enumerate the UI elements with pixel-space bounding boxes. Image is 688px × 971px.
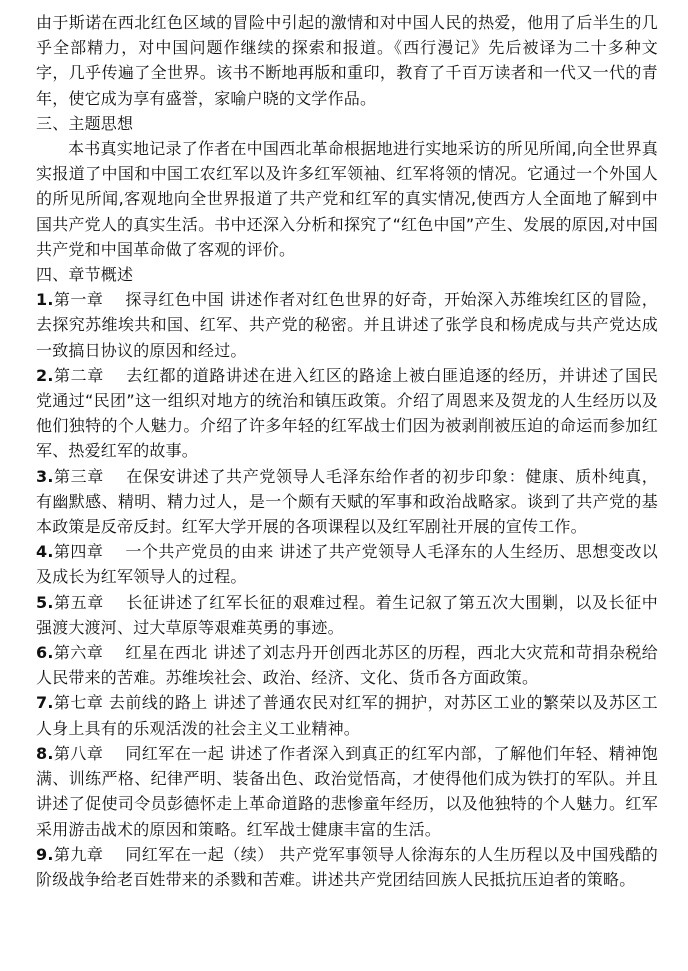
chapter-text: 第九章 同红军在一起（续） 共产党军事领导人徐海东的人生历程以及中国残酷的阶级战争给老百姓带来的杀戮和苦难。讲述共产党团结回族人民抵抗压迫者的策略。 [36,844,658,889]
intro-paragraph: 由于斯诺在西北红色区域的冒险中引起的激情和对中国人民的热爱，他用了后半生的几乎全部精力，对中国问题作继续的探索和报道。《西行漫记》先后被译为二十多种文字，几乎传遍了全世界。该书不断地再版和重印，教育了千百万读者和一代又一代的青年，使它成为享有盛誉，家喻户晓的文学作品。 [36,13,658,108]
chapter-4-summary [36,539,658,589]
chapter-number: 5. [36,592,54,612]
chapter-number: 1. [36,290,54,310]
chapter-number: 7. [36,693,54,713]
chapter-text: 第一章 探寻红色中国 讲述作者对红色世界的好奇，开始深入苏维埃红区的冒险，去探究苏维埃共和国、红军、共产党的秘密。并且讲述了张学良和杨虎成与共产党达成一致搞日协议的原因和经过。 [36,290,658,360]
chapter-number: 3. [36,466,54,486]
chapter-8-summary [36,741,658,842]
chapter-number: 2. [36,365,54,385]
chapter-text: 第四章 一个共产党员的由来 讲述了共产党领导人毛泽东的人生经历、思想变改以及成长为红军领导人的过程。 [36,542,658,587]
chapter-text: 第七章 去前线的路上 讲述了普通农民对红军的拥护，对苏区工业的繁荣以及苏区工人身上具有的乐观活泼的社会主义工业精神。 [36,693,658,738]
theme-paragraph: 本书真实地记录了作者在中国西北革命根据地进行实地采访的所见所闻,向全世界真实报道了中国和中国工农红军以及许多红军领袖、红军将领的情况。它通过一个外国人的所见所闻,客观地向全世界报道了共产党和红军的真实情况,使西方人全面地了解到中国共产党人的真实生活。书中还深入分析和探究了“红色中国”产生、发展的原因,对中国共产党和中国革命做了客观的评价。 [36,139,658,259]
section-heading-chapters: 四、章节概述 [36,265,134,285]
chapter-5-summary [36,590,658,640]
chapter-6-summary [36,640,658,690]
chapter-9-summary [36,842,658,892]
chapter-text: 第三章 在保安讲述了共产党领导人毛泽东给作者的初步印象：健康、质朴纯真，有幽默感、精明、精力过人，是一个颇有天赋的军事和政治战略家。谈到了共产党的基本政策是反帝反封。红军大学开展的各项课程以及红军剧社开展的宣传工作。 [36,466,658,537]
chapter-1-summary [36,287,658,363]
chapter-number: 8. [36,743,54,763]
chapter-text: 第二章 去红都的道路讲述在进入红区的路途上被白匪追逐的经历，并讲述了国民党通过“民团”这一组织对地方的统治和镇压政策。介绍了周恩来及贺龙的人生经历以及他们独特的个人魅力。介绍了许多年轻的红军战士们因为被剥削被压迫的命运而参加红军、热爱红军的故事。 [36,365,658,461]
chapter-2-summary [36,363,658,464]
section-heading-theme: 三、主题思想 [36,113,134,133]
chapter-text: 第六章 红星在西北 讲述了刘志丹开创西北苏区的历程，西北大灾荒和苛捐杂税给人民带来的苦难。苏维埃社会、政治、经济、文化、货币各方面政策。 [36,643,658,688]
chapter-text: 第五章 长征讲述了红军长征的艰难过程。着生记叙了第五次大围剿，以及长征中强渡大渡河、过大草原等艰难英勇的事迹。 [36,592,658,637]
chapter-7-summary [36,690,658,740]
chapter-3-summary [36,464,658,540]
chapter-text: 第八章 同红军在一起 讲述了作者深入到真正的红军内部，了解他们年轻、精神饱满、训练严格、纪律严明、装备出色、政治觉悟高，才使得他们成为铁打的军队。并且讲述了促使司令员彭德怀走上革命道路的悲惨童年经历，以及他独特的个人魅力。红军采用游击战术的原因和策略。红军战士健康丰富的生活。 [36,743,658,839]
chapter-number: 6. [36,643,54,663]
chapter-number: 4. [36,542,54,562]
chapter-number: 9. [36,844,54,864]
